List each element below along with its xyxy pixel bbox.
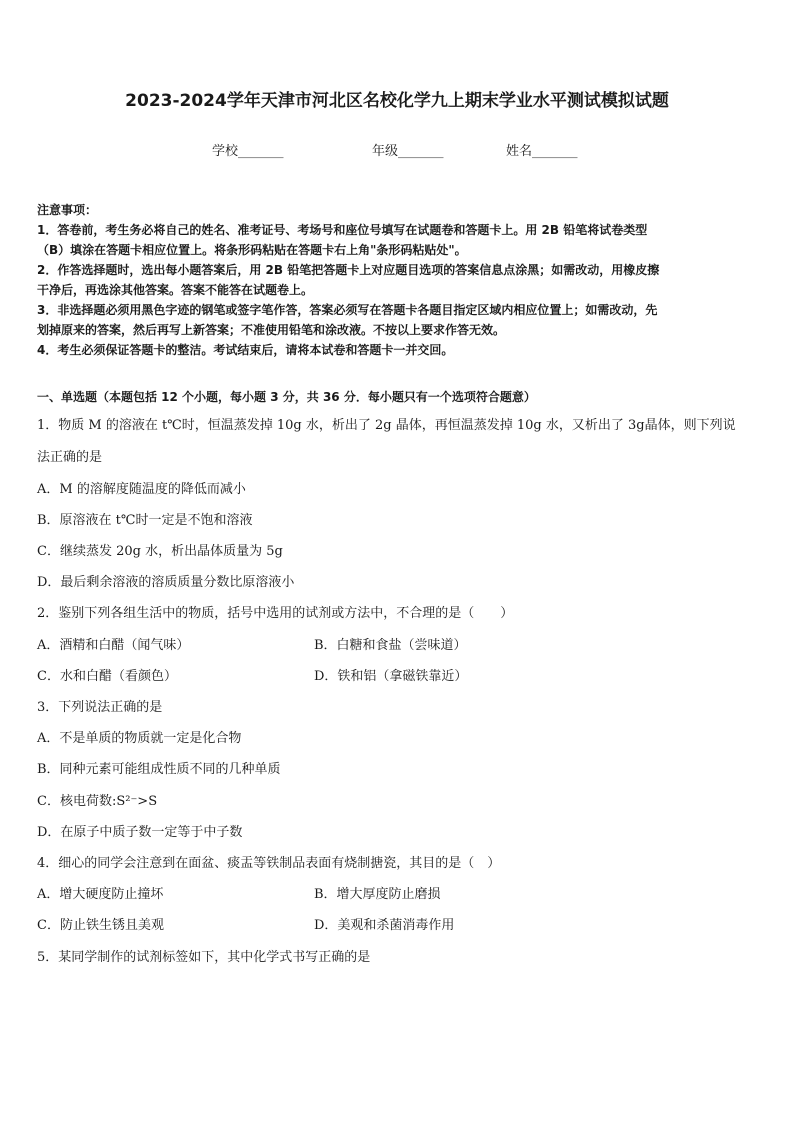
notice-line: 2．作答选择题时，选出每小题答案后，用 2B 铅笔把答题卡上对应题目选项的答案信息点涂黑；如需改动，用橡皮擦	[37, 263, 660, 277]
page-title: 2023-2024学年天津市河北区名校化学九上期末学业水平测试模拟试题	[125, 91, 669, 111]
name-field: 姓名_______	[506, 144, 578, 159]
question-3-option-c: C．核电荷数:S²⁻>S	[37, 794, 158, 809]
question-4-stem: 4．细心的同学会注意到在面盆、痰盂等铁制品表面有烧制搪瓷，其目的是（ ）	[37, 856, 501, 871]
question-4-option-b: B．增大厚度防止磨损	[314, 887, 441, 902]
question-1-option-c: C．继续蒸发 20g 水，析出晶体质量为 5g	[37, 544, 283, 559]
notice-line: 划掉原来的答案，然后再写上新答案；不准使用铅笔和涂改液。不按以上要求作答无效。	[37, 323, 506, 337]
notice-line: （B）填涂在答题卡相应位置上。将条形码粘贴在答题卡右上角"条形码粘贴处"。	[37, 243, 467, 257]
question-2-option-a: A．酒精和白醋（闻气味）	[37, 638, 190, 653]
question-3-option-d: D．在原子中质子数一定等于中子数	[37, 825, 243, 840]
notice-block	[37, 200, 757, 360]
student-info-fields	[0, 140, 794, 160]
question-2-option-c: C．水和白醋（看颜色）	[37, 669, 177, 684]
notice-line: 1．答卷前，考生务必将自己的姓名、准考证号、考场号和座位号填写在试题卷和答题卡上。用 2B 铅笔将试卷类型	[37, 223, 648, 237]
notice-line: 3．非选择题必须用黑色字迹的钢笔或签字笔作答，答案必须写在答题卡各题目指定区域内相应位置上；如需改动，先	[37, 303, 658, 317]
notice-heading: 注意事项：	[37, 203, 98, 217]
question-4-option-a: A．增大硬度防止撞坏	[37, 887, 164, 902]
question-1-option-d: D．最后剩余溶液的溶质质量分数比原溶液小	[37, 575, 295, 590]
question-2-stem: 2．鉴别下列各组生活中的物质，括号中选用的试剂或方法中，不合理的是（ ）	[37, 606, 514, 621]
question-2-option-d: D．铁和铝（拿磁铁靠近）	[314, 669, 468, 684]
question-4-option-c: C．防止铁生锈且美观	[37, 918, 164, 933]
notice-line: 干净后，再选涂其他答案。答案不能答在试题卷上。	[37, 283, 314, 297]
question-1-stem-cont: 法正确的是	[37, 450, 103, 465]
grade-field: 年级_______	[372, 144, 444, 159]
question-4-option-d: D．美观和杀菌消毒作用	[314, 918, 455, 933]
question-3-option-b: B．同种元素可能组成性质不同的几种单质	[37, 762, 281, 777]
section-heading: 一、单选题（本题包括 12 个小题，每小题 3 分，共 36 分．每小题只有一个选项符合题意）	[37, 390, 536, 404]
question-1-option-a: A．M 的溶解度随温度的降低而减小	[37, 482, 246, 497]
question-1-stem: 1．物质 M 的溶液在 t℃时，恒温蒸发掉 10g 水，析出了 2g 晶体，再恒温蒸发掉 10g 水，又析出了 3g晶体，则下列说	[37, 418, 736, 433]
question-5-stem: 5．某同学制作的试剂标签如下，其中化学式书写正确的是	[37, 950, 371, 965]
notice-line: 4．考生必须保证答题卡的整洁。考试结束后，请将本试卷和答题卡一并交回。	[37, 343, 454, 357]
question-3-stem: 3．下列说法正确的是	[37, 700, 163, 715]
question-3-option-a: A．不是单质的物质就一定是化合物	[37, 731, 242, 746]
question-2-option-b: B．白糖和食盐（尝味道）	[314, 638, 467, 653]
school-field: 学校_______	[212, 144, 284, 159]
question-1-option-b: B．原溶液在 t℃时一定是不饱和溶液	[37, 513, 253, 528]
